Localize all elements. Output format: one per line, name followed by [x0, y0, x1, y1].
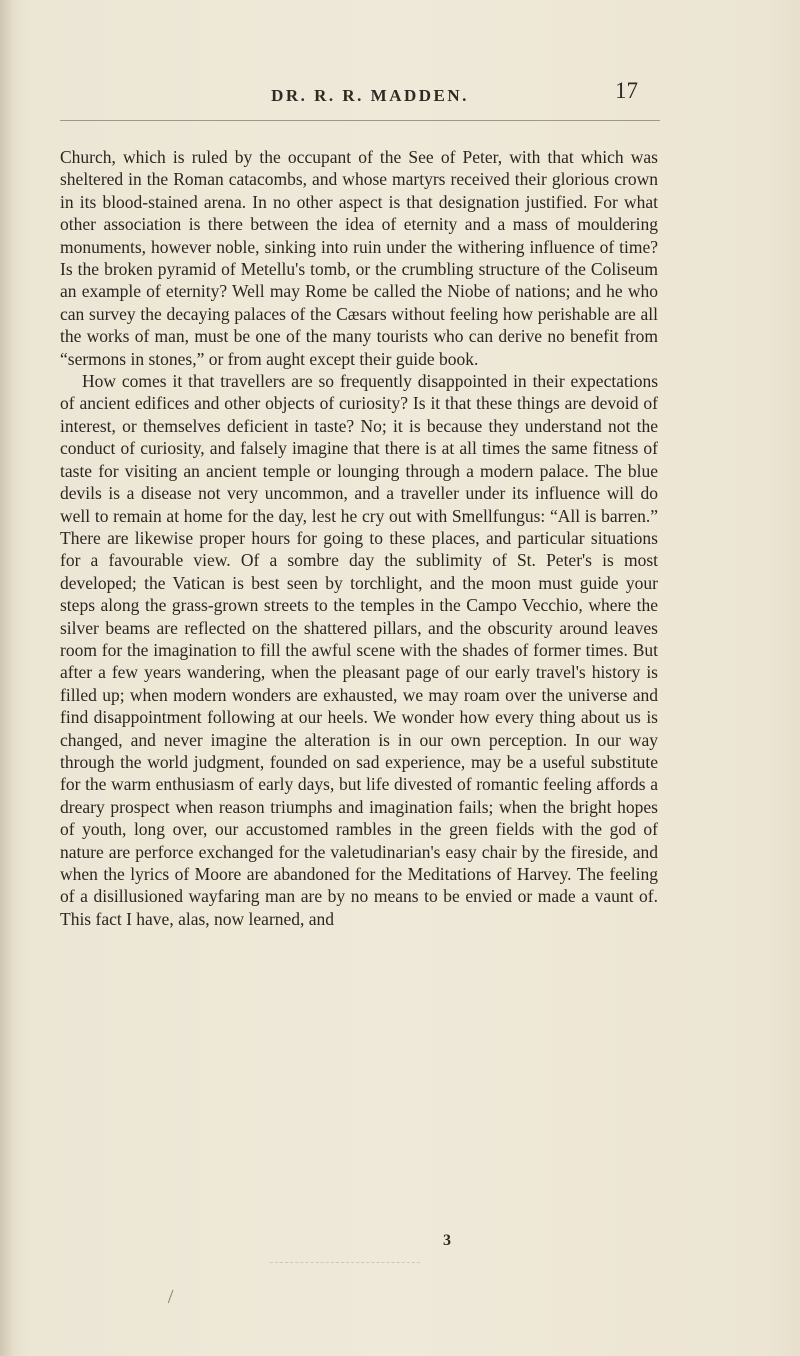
page-number: 17: [615, 78, 638, 103]
page-header: [60, 78, 660, 126]
binding-shadow: [0, 0, 14, 1356]
paragraph-2: How comes it that travellers are so frequently disappointed in their expectations of ancient edifices and other objects of curiosity? Is it that these things are devoid of interest, or themselves deficient in taste? No; it is because they understand not the conduct of curiosity, and falsely imagine that there is at all times the same fitness of taste for visiting an ancient temple or lounging through a modern palace. The blue devils is a disease not very uncommon, and a traveller under its influence will do well to remain at home for the day, lest he cry out with Smellfungus: “All is barren.” There are likewise proper hours for going to these places, and particular situations for a favourable view. Of a sombre day the sublimity of St. Peter's is most developed; the Vatican is best seen by torchlight, and the moon must guide your steps along the grass-grown streets to the temples in the Campo Vecchio, where the silver beams are reflected on the shattered pillars, and the obscurity around leaves room for the imagination to fill the awful scene with the shades of former times. But after a few years wandering, when the pleasant page of our early travel's history is filled up; when modern wonders are exhausted, we may roam over the universe and find disappointment following at our heels. We wonder how every thing about us is changed, and never imagine the alteration is in our own perception. In our way through the world judgment, founded on sad experience, may be a useful substitute for the warm enthusiasm of early days, but life divested of romantic feeling affords a dreary prospect when reason triumphs and imagination fails; when the bright hopes of youth, long over, our accustomed rambles in the green fields with the god of nature are perforce exchanged for the valetudinarian's easy chair by the fireside, and when the lyrics of Moore are abandoned for the Meditations of Harvey. The feeling of a disillusioned wayfaring man are by no means to be envied or made a vaunt of. This fact I have, alas, now learned, and: [60, 371, 658, 929]
stray-ink-mark: [168, 1290, 177, 1305]
body-text: [60, 146, 658, 930]
print-smudge: [270, 1262, 420, 1263]
running-head: DR. R. R. MADDEN.: [271, 86, 469, 105]
paragraph-1: Church, which is ruled by the occupant of the See of Peter, with that which was sheltered in the Roman catacombs, and whose martyrs received their glorious crown in its blood-stained arena. In no other aspect is that designation justified. For what other association is there between the idea of eternity and a mass of mouldering monuments, however noble, sinking into ruin under the withering influence of time? Is the broken pyramid of Metellu's tomb, or the crumbling structure of the Coliseum an example of eternity? Well may Rome be called the Niobe of nations; and he who can survey the decaying palaces of the Cæsars without feeling how perishable are all the works of man, must be one of the many tourists who can derive no benefit from “sermons in stones,” or from aught except their guide book.: [60, 147, 658, 369]
header-rule: [60, 120, 660, 121]
signature-mark: 3: [443, 1232, 451, 1249]
